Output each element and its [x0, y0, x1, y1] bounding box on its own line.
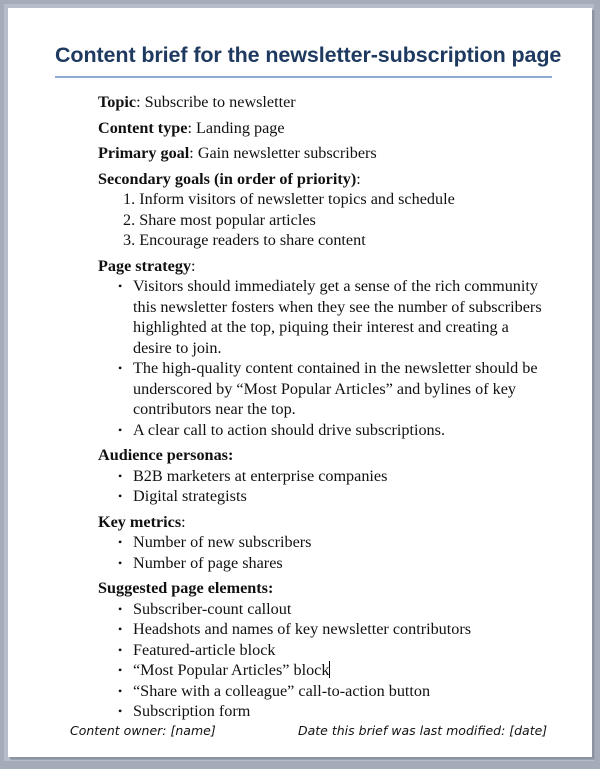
list-item: 3. Encourage readers to share content	[123, 231, 366, 249]
audience-personas-heading: Audience personas:	[98, 446, 234, 464]
list-item: 1. Inform visitors of newsletter topics and schedule	[123, 190, 455, 208]
bullet-icon: •	[118, 704, 123, 718]
bullet-icon: •	[118, 489, 123, 503]
bullet-icon: •	[118, 622, 123, 636]
field-content-type-value: Landing page	[196, 118, 285, 137]
bullet-icon: •	[118, 601, 123, 616]
bullet-icon: •	[118, 683, 123, 698]
secondary-goals-list	[98, 189, 548, 251]
bullet-icon: •	[118, 279, 123, 293]
list-item: • “Share with a colleague” call-to-action button	[118, 681, 431, 700]
bullet-icon: •	[118, 642, 123, 657]
list-item: • Headshots and names of key newsletter contributors	[118, 620, 472, 638]
list-item: • Digital strategists	[118, 487, 247, 505]
list-item: • Visitors should immediately get a sense of the rich community this newsletter fosters when they see the number of subscribers highlighted at the top, piquing their interest and creating a desire to join.	[118, 277, 542, 357]
text-cursor	[329, 661, 330, 678]
list-item: • Subscription form	[118, 702, 251, 720]
field-topic-label: Topic	[98, 93, 137, 111]
suggested-elements-heading: Suggested page elements:	[98, 579, 274, 597]
field-primary-goal-label: Primary goal	[98, 144, 190, 162]
list-item: • Subscriber-count callout	[118, 599, 292, 618]
list-item: • A clear call to action should drive subscriptions.	[118, 420, 445, 439]
list-item: • Featured-article block	[118, 640, 276, 659]
field-topic: Topic: Subscribe to newsletter	[98, 93, 296, 111]
page-strategy-list	[98, 276, 548, 440]
audience-personas-list	[98, 466, 548, 507]
secondary-goals-heading: Secondary goals (in order of priority):	[98, 169, 361, 188]
last-modified: Date this brief was last modified: [date]	[298, 723, 548, 738]
list-item: 2. Share most popular articles	[123, 210, 316, 229]
document-body[interactable]	[98, 92, 548, 727]
list-item: • The high-quality content contained in the newsletter should be underscored by “Most Popular Articles” and bylines of key contributors near the top.	[118, 359, 538, 418]
field-content-type: Content type: Landing page	[98, 118, 285, 137]
field-primary-goal: Primary goal: Gain newsletter subscribers	[98, 144, 377, 162]
key-metrics-heading: Key metrics:	[98, 512, 186, 531]
list-item: • “Most Popular Articles” block	[118, 661, 330, 679]
key-metrics-list	[98, 532, 548, 573]
bullet-icon: •	[118, 535, 123, 549]
bullet-icon: •	[118, 422, 123, 437]
list-item: • B2B marketers at enterprise companies	[118, 466, 388, 485]
document-page[interactable]	[8, 8, 592, 757]
bullet-icon: •	[118, 468, 123, 483]
bullet-icon: •	[118, 663, 123, 677]
page-strategy-heading: Page strategy:	[98, 256, 196, 275]
title-underline	[55, 76, 552, 78]
list-item: • Number of page shares	[118, 553, 283, 572]
page-title: Content brief for the newsletter-subscription page	[55, 43, 562, 67]
bullet-icon: •	[118, 361, 123, 375]
list-item: • Number of new subscribers	[118, 533, 312, 551]
field-primary-goal-value: Gain newsletter subscribers	[197, 144, 377, 162]
field-content-type-label: Content type	[98, 118, 188, 137]
bullet-icon: •	[118, 555, 123, 570]
field-topic-value: Subscribe to newsletter	[144, 93, 296, 111]
suggested-elements-list	[98, 599, 548, 722]
content-owner: Content owner: [name]	[70, 723, 216, 738]
